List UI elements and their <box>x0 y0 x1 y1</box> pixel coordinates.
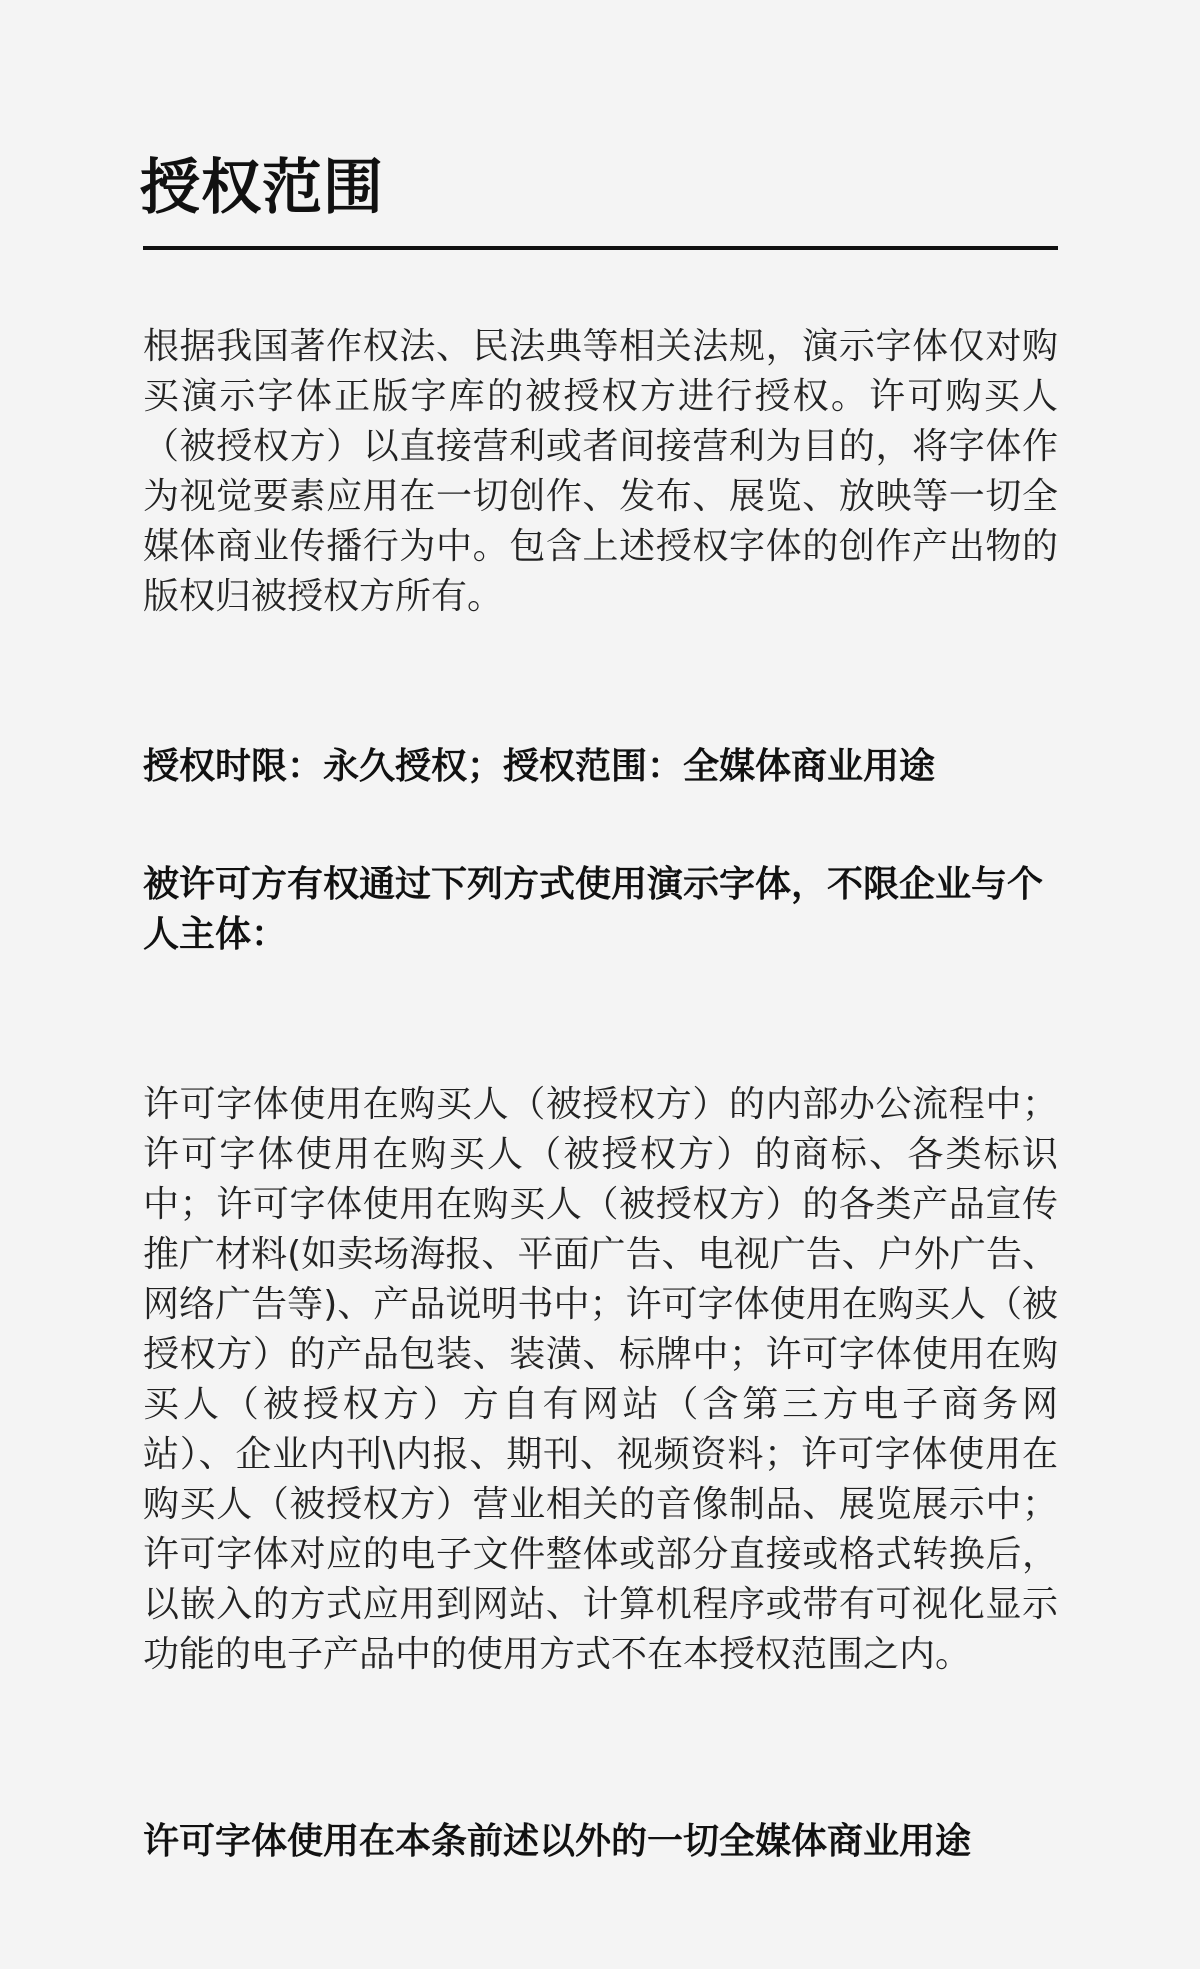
page-title: 授权范围 <box>140 153 384 223</box>
title-divider <box>143 246 1058 250</box>
usage-paragraph: 许可字体使用在购买人（被授权方）的内部办公流程中；许可字体使用在购买人（被授权方）的商标、各类标识中；许可字体使用在购买人（被授权方）的各类产品宣传推广材料(如卖场海报、平面广告、电视广告、户外广告、网络广告等)、产品说明书中；许可字体使用在购买人（被授权方）的产品包装、装潢、标牌中；许可字体使用在购买人（被授权方）方自有网站（含第三方电子商务网站）、企业内刊\内报、期刊、视频资料；许可字体使用在购买人（被授权方）营业相关的音像制品、展览展示中；许可字体对应的电子文件整体或部分直接或格式转换后，以嵌入的方式应用到网站、计算机程序或带有可视化显示功能的电子产品中的使用方式不在本授权范围之内。 <box>143 1084 1058 1675</box>
intro-paragraph: 根据我国著作权法、民法典等相关法规，演示字体仅对购买演示字体正版字库的被授权方进行授权。许可购买人（被授权方）以直接营利或者间接营利为目的，将字体作为视觉要素应用在一切创作、发布、展览、放映等一切全媒体商业传播行为中。包含上述授权字体的创作产出物的版权归被授权方所有。 <box>143 326 1058 617</box>
rights-heading: 被许可方有权通过下列方式使用演示字体，不限企业与个人主体： <box>143 864 1044 955</box>
final-heading: 许可字体使用在本条前述以外的一切全媒体商业用途 <box>143 1821 972 1862</box>
license-term-heading: 授权时限：永久授权；授权范围：全媒体商业用途 <box>143 746 936 787</box>
